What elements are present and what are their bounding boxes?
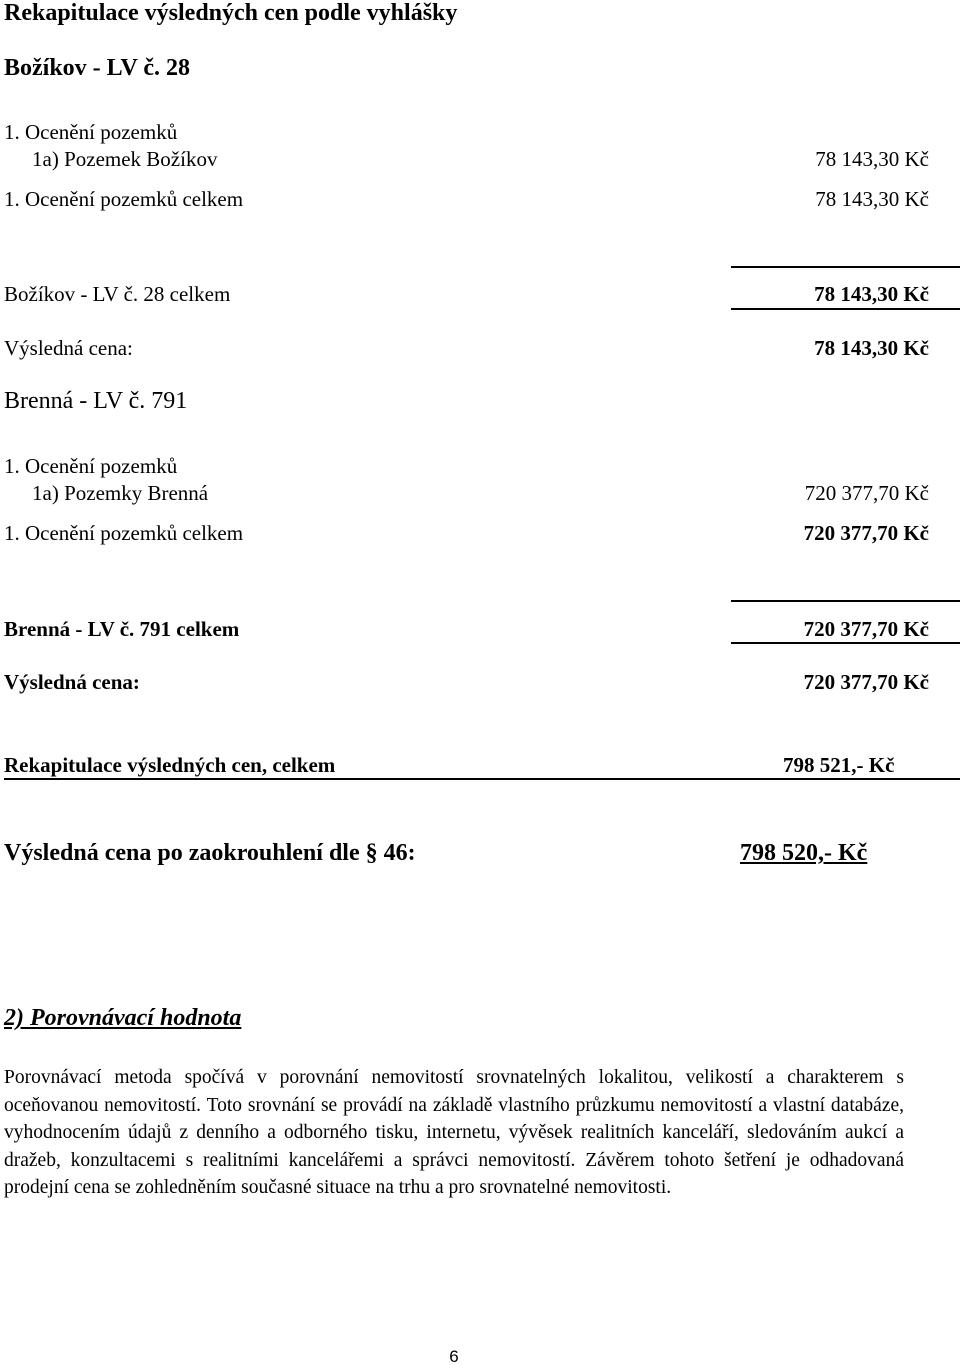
item-value: 78 143,30 Kč: [815, 147, 929, 171]
summary-underline: [4, 778, 960, 780]
item-label: 1a) Pozemek Božíkov: [32, 147, 218, 171]
summary-label: Rekapitulace výsledných cen, celkem: [4, 753, 336, 777]
rounded-price-value: 798 520,- Kč: [740, 840, 868, 866]
group-label: 1. Ocenění pozemků: [4, 454, 178, 478]
group-total-label: 1. Ocenění pozemků celkem: [4, 187, 244, 211]
summary-value: 798 521,- Kč: [783, 753, 895, 777]
section-total-value: 720 377,70 Kč: [803, 617, 929, 641]
rounded-price-label: Výsledná cena po zaokrouhlení dle § 46:: [4, 840, 416, 866]
group-label: 1. Ocenění pozemků: [4, 120, 178, 144]
item-label: 1a) Pozemky Brenná: [32, 481, 209, 505]
page-number: 6: [449, 1347, 459, 1366]
divider-line: [731, 600, 960, 602]
group-total-label: 1. Ocenění pozemků celkem: [4, 521, 244, 545]
section-total-label: Božíkov - LV č. 28 celkem: [4, 282, 231, 306]
result-label: Výsledná cena:: [4, 336, 133, 360]
result-value: 720 377,70 Kč: [803, 670, 929, 694]
result-label: Výsledná cena:: [4, 670, 140, 694]
comparison-heading: 2) Porovnávací hodnota: [4, 1005, 242, 1031]
group-total-value: 720 377,70 Kč: [803, 521, 929, 545]
item-value: 720 377,70 Kč: [804, 481, 929, 505]
section-total-value: 78 143,30 Kč: [814, 282, 929, 306]
comparison-paragraph: Porovnávací metoda spočívá v porovnání nemovitostí srovnatelných lokalitou, velikostí a charakterem s oceňovanou nemovitostí. Toto srovnání se provádí na základě vlastního průzkumu nemovitostí a vlastní databáze, vyhodnocením údajů z denního a odborného tisku, internetu, vývěsek realitních kanceláří, sledováním aukcí a dražeb, konzultacemi s realitními kancelářemi a správci nemovitostí. Závěrem tohoto šetření je odhadovaná prodejní cena se zohledněním současné situace na trhu a pro srovnatelné nemovitosti.: [4, 1067, 904, 1199]
section-total-label: Brenná - LV č. 791 celkem: [4, 617, 240, 641]
group-total-value: 78 143,30 Kč: [815, 187, 929, 211]
section-title-bozikov: Božíkov - LV č. 28: [4, 55, 191, 81]
divider-line: [731, 642, 960, 644]
divider-line: [731, 266, 960, 268]
divider-line: [731, 308, 960, 310]
section-title-brenna: Brenná - LV č. 791: [4, 388, 188, 414]
document-title: Rekapitulace výsledných cen podle vyhlášky: [4, 0, 458, 26]
result-value: 78 143,30 Kč: [814, 336, 929, 360]
